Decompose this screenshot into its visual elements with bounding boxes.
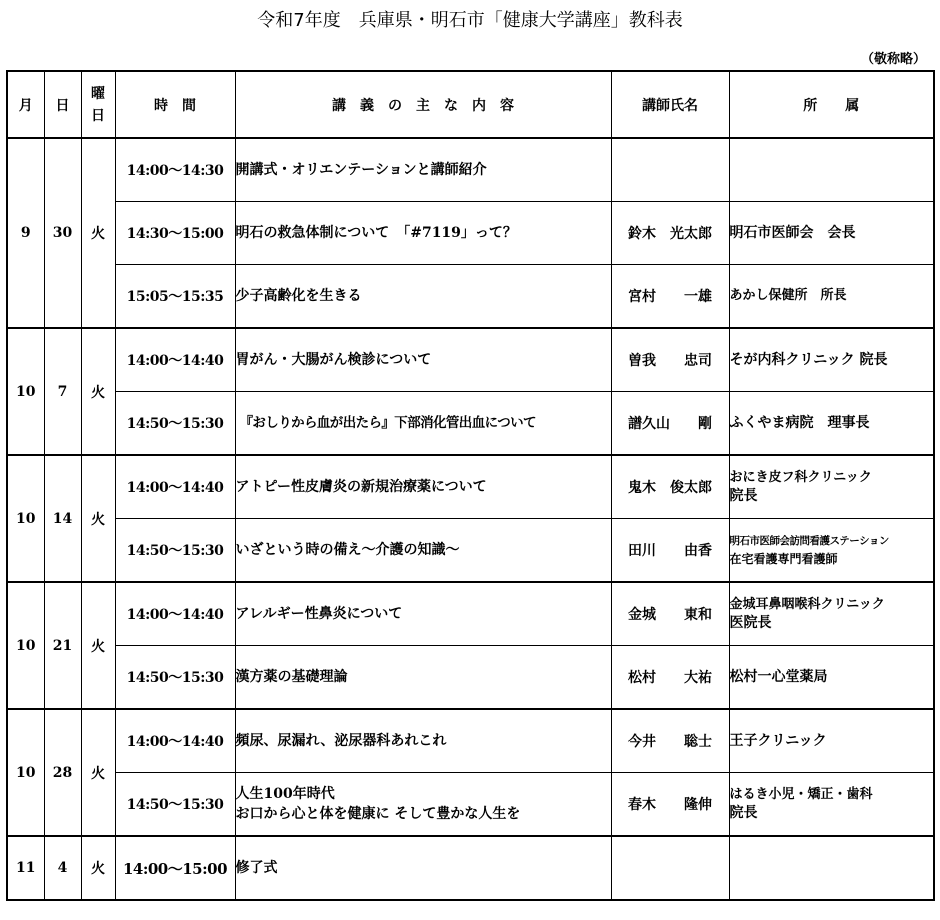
affiliation-line: 明石市医師会訪問看護ステーション: [729, 535, 889, 547]
session-weekday: 火: [81, 709, 115, 836]
lecture-time: 14:00～15:00: [115, 836, 235, 900]
lecturer-affiliation: 王子クリニック: [729, 709, 934, 773]
lecture-topic: [235, 773, 611, 837]
table-row: [7, 328, 934, 392]
session-weekday: 火: [81, 328, 115, 455]
lecture-topic: 頻尿、尿漏れ、泌尿器科あれこれ: [235, 709, 611, 773]
session-day: 21: [44, 582, 81, 709]
lecturer-affiliation: [729, 836, 934, 900]
lecturer-name: 松村 大祐: [611, 646, 729, 710]
affiliation-line: おにき皮フ科クリニック: [729, 470, 872, 485]
column-header-lecturer: 講師氏名: [611, 71, 729, 138]
session-weekday: 火: [81, 836, 115, 900]
affiliation-line: 医院長: [729, 615, 772, 631]
lecture-time: 14:50～15:30: [115, 392, 235, 456]
lecturer-name: 春木 隆伸: [611, 773, 729, 837]
lecturer-name: 田川 由香: [611, 519, 729, 583]
lecture-topic: 開講式・オリエンテーションと講師紹介: [235, 138, 611, 202]
lecture-time: 14:00～14:40: [115, 455, 235, 519]
table-row: [7, 455, 934, 519]
session-month: 9: [7, 138, 44, 328]
column-header-day: 日: [44, 71, 81, 138]
lecture-topic: アレルギー性鼻炎について: [235, 582, 611, 646]
table-row: [7, 582, 934, 646]
lecturer-affiliation: [729, 773, 934, 837]
lecture-topic: 少子高齢化を生きる: [235, 265, 611, 329]
table-header-row: [7, 71, 934, 138]
lecturer-name: [611, 836, 729, 900]
table-row: [7, 519, 934, 583]
lecturer-affiliation: 明石市医師会 会長: [729, 202, 934, 265]
session-month: 10: [7, 582, 44, 709]
lecturer-name: 鬼木 俊太郎: [611, 455, 729, 519]
lecturer-affiliation: [729, 138, 934, 202]
lecture-time: 14:00～14:40: [115, 328, 235, 392]
lecture-time: 14:00～14:40: [115, 582, 235, 646]
column-header-month: 月: [7, 71, 44, 138]
table-row: [7, 836, 934, 900]
session-day: 30: [44, 138, 81, 328]
affiliation-line: 院長: [729, 488, 758, 504]
session-weekday: 火: [81, 138, 115, 328]
table-row: [7, 709, 934, 773]
lecturer-name: 今井 聡士: [611, 709, 729, 773]
schedule-table: [6, 70, 935, 901]
session-weekday: 火: [81, 455, 115, 582]
session-day: 7: [44, 328, 81, 455]
lecturer-name: 譜久山 剛: [611, 392, 729, 456]
lecturer-affiliation: [729, 519, 934, 583]
lecturer-name: 鈴木 光太郎: [611, 202, 729, 265]
session-month: 11: [7, 836, 44, 900]
session-weekday: 火: [81, 582, 115, 709]
lecture-time: 15:05～15:35: [115, 265, 235, 329]
lecturer-affiliation: [729, 582, 934, 646]
affiliation-line: 院長: [729, 805, 758, 821]
lecture-time: 14:50～15:30: [115, 646, 235, 710]
session-day: 14: [44, 455, 81, 582]
table-row: [7, 646, 934, 710]
column-header-affiliation: 所 属: [729, 71, 934, 138]
topic-line: 人生100年時代: [235, 786, 335, 802]
lecture-topic: アトピー性皮膚炎の新規治療薬について: [235, 455, 611, 519]
lecturer-name: 曽我 忠司: [611, 328, 729, 392]
column-header-time: 時 間: [115, 71, 235, 138]
table-row: [7, 202, 934, 265]
table-row: [7, 265, 934, 329]
lecturer-affiliation: あかし保健所 所長: [729, 265, 934, 329]
lecturer-name: 宮村 一雄: [611, 265, 729, 329]
column-header-topic: 講 義 の 主 な 内 容: [235, 71, 611, 138]
lecture-time: 14:00～14:40: [115, 709, 235, 773]
honorific-note: （敬称略）: [860, 52, 926, 67]
lecture-time: 14:50～15:30: [115, 519, 235, 583]
affiliation-line: 金城耳鼻咽喉科クリニック: [729, 597, 885, 612]
session-day: 4: [44, 836, 81, 900]
lecture-topic: いざという時の備え～介護の知識～: [235, 519, 611, 583]
lecture-time: 14:50～15:30: [115, 773, 235, 837]
column-header-weekday-line1: 曜: [91, 85, 105, 102]
column-header-weekday: [81, 71, 115, 138]
affiliation-line: はるき小児・矯正・歯科: [729, 787, 873, 802]
lecture-time: 14:00～14:30: [115, 138, 235, 202]
table-row: [7, 138, 934, 202]
lecture-topic: 『おしりから血が出たら』下部消化管出血について: [235, 392, 611, 456]
lecturer-name: [611, 138, 729, 202]
table-row: [7, 773, 934, 837]
lecture-topic: 胃がん・大腸がん検診について: [235, 328, 611, 392]
session-day: 28: [44, 709, 81, 836]
lecturer-name: 金城 東和: [611, 582, 729, 646]
topic-line: お口から心と体を健康に そして豊かな人生を: [235, 806, 521, 822]
lecture-topic: 明石の救急体制について 「#7119」って？: [235, 202, 611, 265]
lecturer-affiliation: 松村一心堂薬局: [729, 646, 934, 710]
affiliation-line: 在宅看護専門看護師: [729, 552, 838, 566]
column-header-weekday-line2: 日: [91, 107, 105, 124]
lecturer-affiliation: [729, 455, 934, 519]
lecturer-affiliation: ふくやま病院 理事長: [729, 392, 934, 456]
lecture-time: 14:30～15:00: [115, 202, 235, 265]
table-row: [7, 392, 934, 456]
document-title: 令和7年度 兵庫県・明石市「健康大学講座」教科表: [257, 10, 683, 31]
session-month: 10: [7, 328, 44, 455]
lecture-topic: 漢方薬の基礎理論: [235, 646, 611, 710]
session-month: 10: [7, 455, 44, 582]
session-month: 10: [7, 709, 44, 836]
lecture-topic: 修了式: [235, 836, 611, 900]
lecturer-affiliation: そが内科クリニック 院長: [729, 328, 934, 392]
